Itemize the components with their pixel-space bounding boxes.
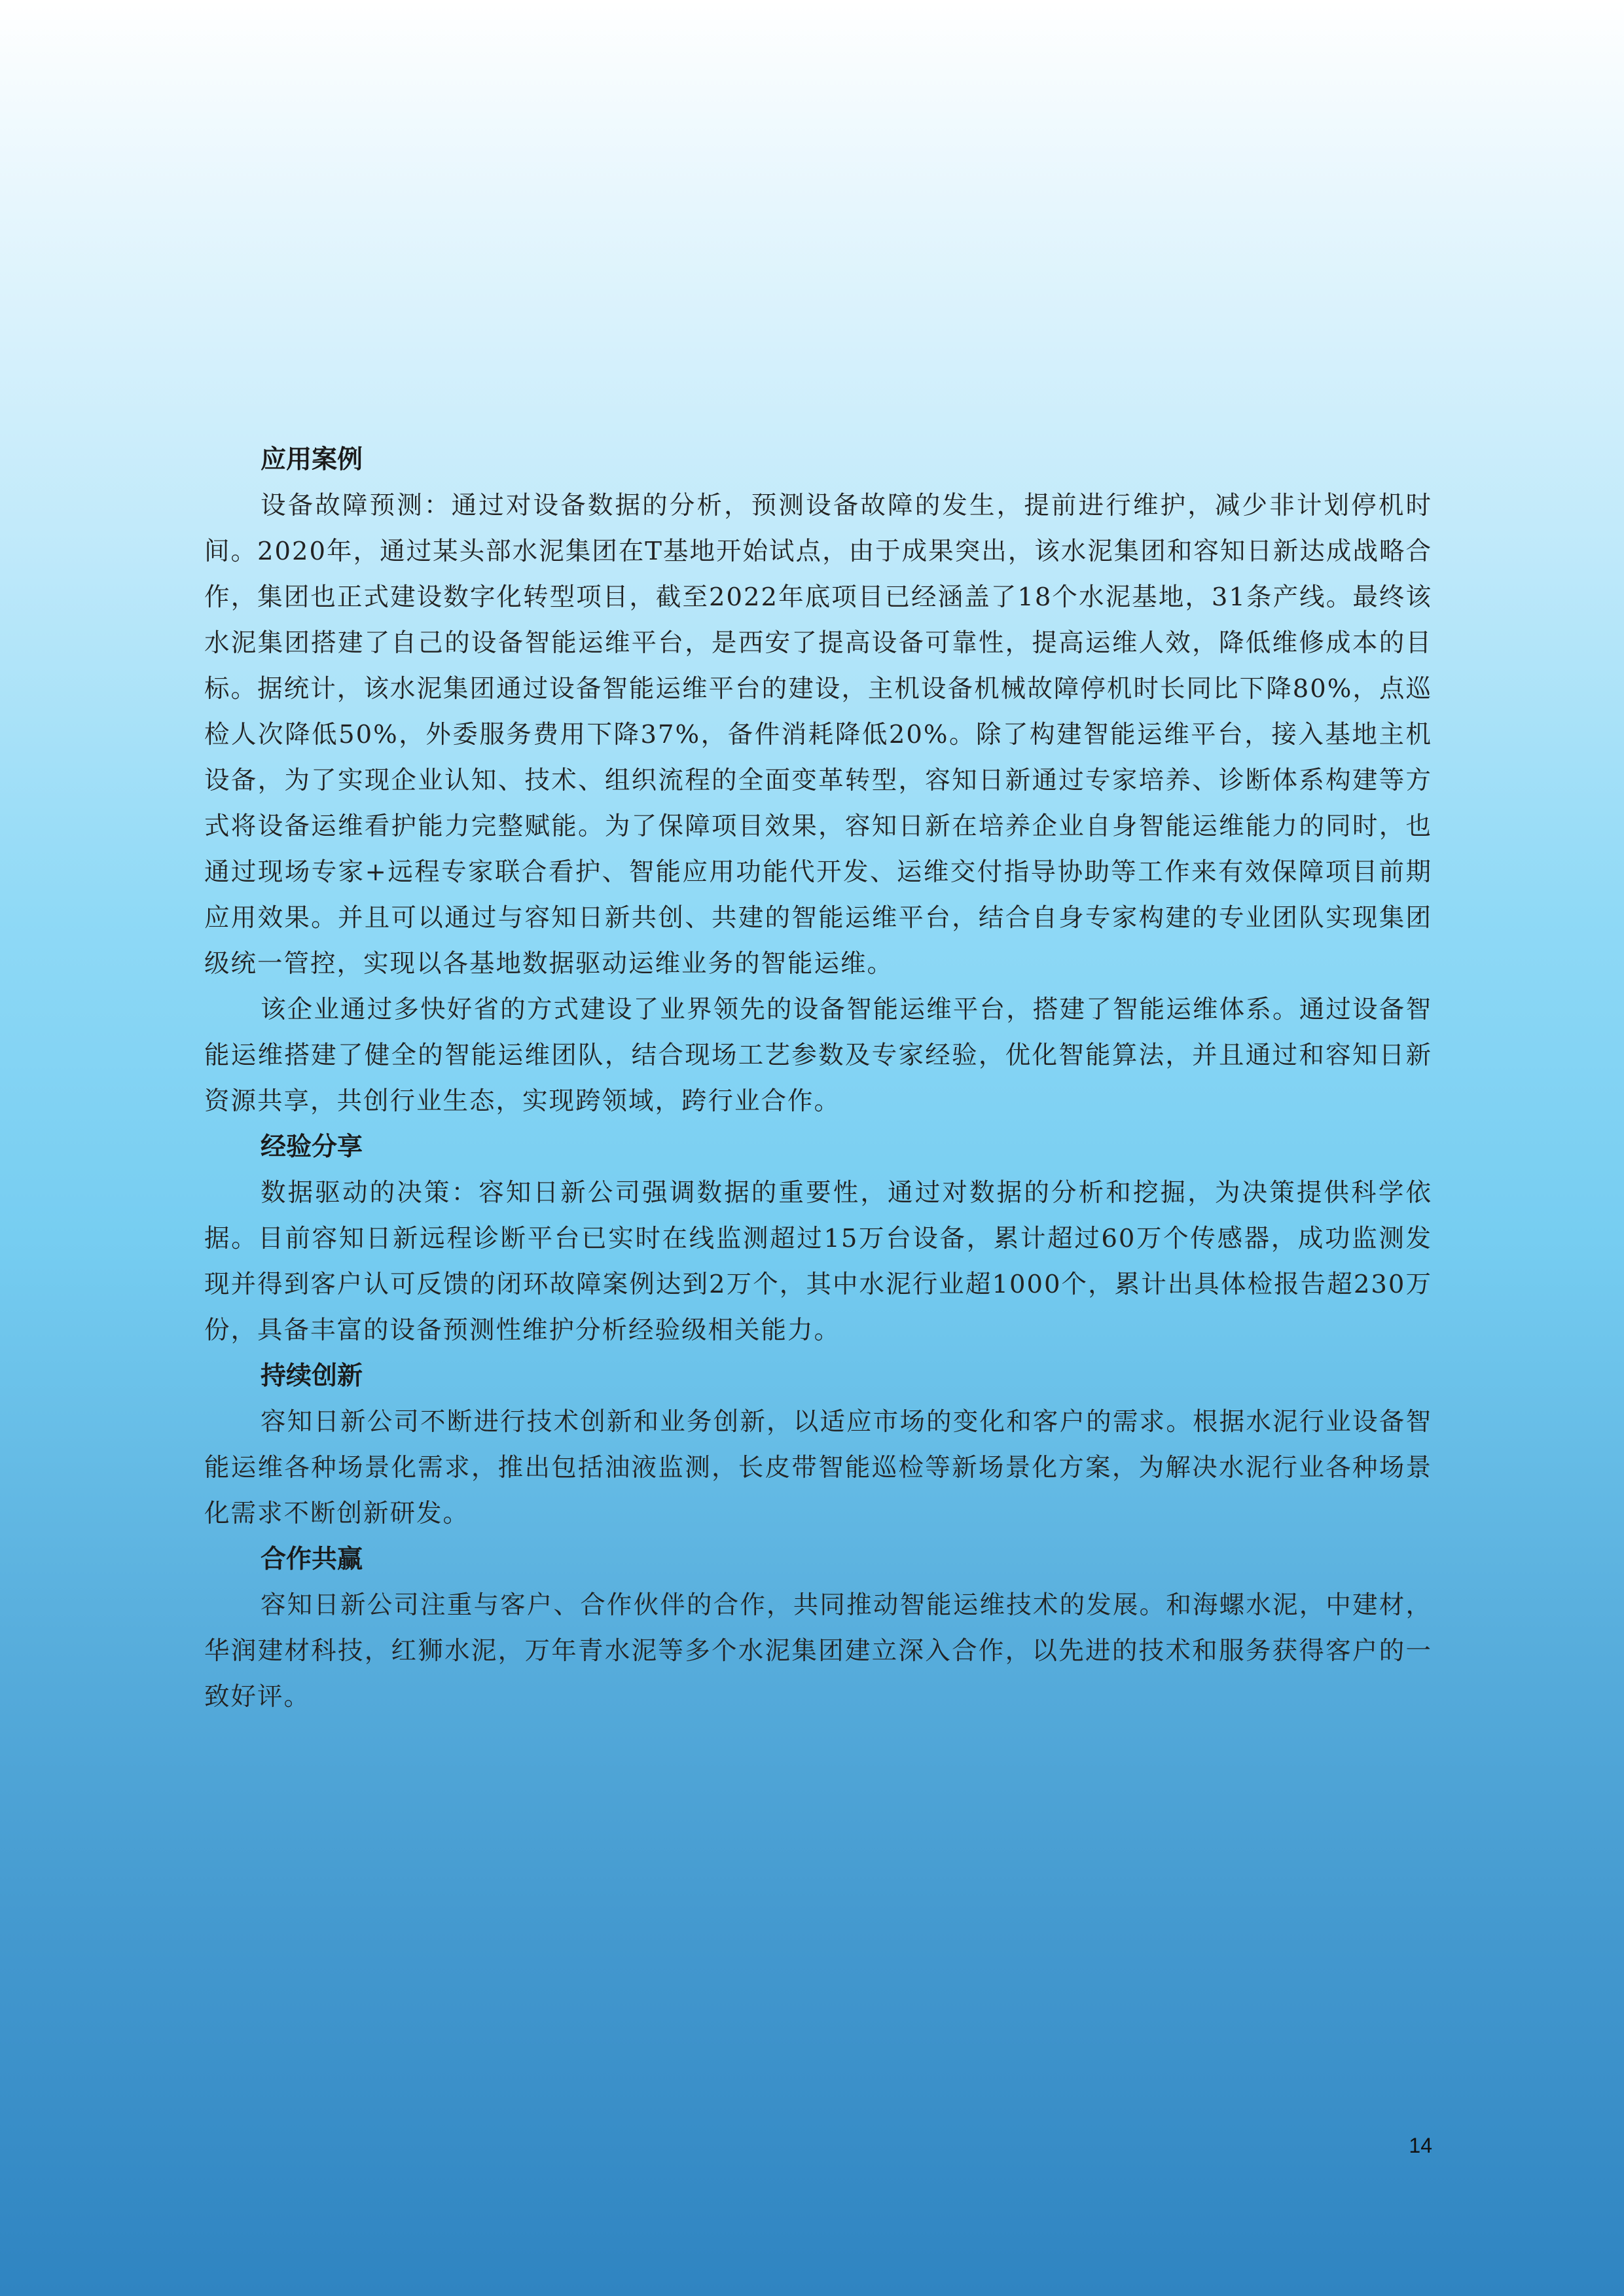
page-number: 14 (1409, 2134, 1432, 2157)
section-heading-cooperation: 合作共赢 (261, 1545, 363, 1574)
paragraph-innovation: 容知日新公司不断进行技术创新和业务创新，以适应市场的变化和客户的需求。根据水泥行业设备智能运维各种场景化需求，推出包括油液监测，长皮带智能巡检等新场景化方案，为解决水泥行业各种场景化需求不断创新研发。 (204, 1407, 1432, 1528)
paragraph-data-driven: 数据驱动的决策：容知日新公司强调数据的重要性，通过对数据的分析和挖掘，为决策提供科学依据。目前容知日新远程诊断平台已实时在线监测超过15万台设备，累计超过60万个传感器，成功监测发现并得到客户认可反馈的闭环故障案例达到2万个，其中水泥行业超1000个，累计出具体检报告超230万份，具备丰富的设备预测性维护分析经验级相关能力。 (204, 1178, 1432, 1345)
section-heading-innovation: 持续创新 (261, 1361, 363, 1391)
paragraph-fault-prediction: 设备故障预测：通过对设备数据的分析，预测设备故障的发生，提前进行维护，减少非计划停机时间。2020年，通过某头部水泥集团在T基地开始试点，由于成果突出，该水泥集团和容知日新达成战略合作，集团也正式建设数字化转型项目，截至2022年底项目已经涵盖了18个水泥基地，31条产线。最终该水泥集团搭建了自己的设备智能运维平台，是西安了提高设备可靠性，提高运维人效，降低维修成本的目标。据统计，该水泥集团通过设备智能运维平台的建设，主机设备机械故障停机时长同比下降80%，点巡检人次降低50%，外委服务费用下降37%，备件消耗降低20%。除了构建智能运维平台，接入基地主机设备，为了实现企业认知、技术、组织流程的全面变革转型，容知日新通过专家培养、诊断体系构建等方式将设备运维看护能力完整赋能。为了保障项目效果，容知日新在培养企业自身智能运维能力的同时，也通过现场专家+远程专家联合看护、智能应用功能代开发、运维交付指导协助等工作来有效保障项目前期应用效果。并且可以通过与容知日新共创、共建的智能运维平台，结合自身专家构建的专业团队实现集团级统一管控，实现以各基地数据驱动运维业务的智能运维。 (204, 491, 1432, 978)
paragraph-cooperation: 容知日新公司注重与客户、合作伙伴的合作，共同推动智能运维技术的发展。和海螺水泥，中建材，华润建材科技，红狮水泥，万年青水泥等多个水泥集团建立深入合作，以先进的技术和服务获得客户的一致好评。 (204, 1590, 1432, 1712)
section-heading-experience: 经验分享 (261, 1132, 363, 1162)
document-body (204, 437, 1432, 1720)
section-heading-application-cases: 应用案例 (261, 445, 363, 475)
paragraph-platform-summary: 该企业通过多快好省的方式建设了业界领先的设备智能运维平台，搭建了智能运维体系。通过设备智能运维搭建了健全的智能运维团队，结合现场工艺参数及专家经验，优化智能算法，并且通过和容知日新资源共享，共创行业生态，实现跨领域，跨行业合作。 (204, 995, 1432, 1116)
